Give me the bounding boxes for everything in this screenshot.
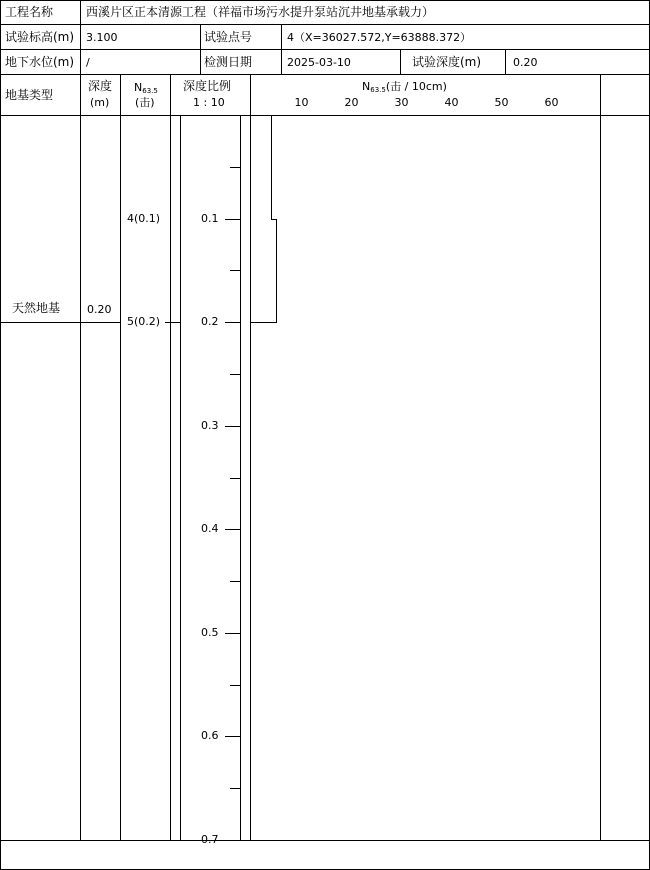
depth-tick-label: 0.4 <box>201 522 219 536</box>
test-depth-value: 0.20 <box>513 56 538 69</box>
depth-tick-label: 0.7 <box>201 833 219 846</box>
x-tick-label: 20 <box>344 96 359 109</box>
depth-scale-value: 1 : 10 <box>193 96 225 109</box>
test-elevation-value: 3.100 <box>86 31 118 44</box>
blow-count-2: 5(0.2) <box>127 315 161 328</box>
blow-count-1: 4(0.1) <box>127 212 161 225</box>
soil-type-header: 地基类型 <box>5 88 54 102</box>
groundwater-label: 地下水位(m) <box>5 55 75 69</box>
test-date-label: 检测日期 <box>204 55 253 69</box>
depth-tick-label: 0.1 <box>201 211 219 225</box>
blow-unit-header: (击) <box>135 96 155 109</box>
test-date-value: 2025-03-10 <box>287 56 351 69</box>
depth-scale-header: 深度比例 <box>183 79 232 93</box>
x-tick-label: 10 <box>294 96 309 109</box>
depth-unit-header: (m) <box>90 96 110 109</box>
test-point-label: 试验点号 <box>204 30 253 44</box>
depth-tick-label: 0.5 <box>201 625 219 639</box>
project-name-label: 工程名称 <box>5 5 54 19</box>
test-point-value: 4（X=36027.572,Y=63888.372） <box>287 31 472 44</box>
layer-depth-value: 0.20 <box>87 303 112 316</box>
test-depth-label: 试验深度(m) <box>412 55 482 69</box>
soil-type-value: 天然地基 <box>12 301 61 315</box>
depth-header: 深度 <box>88 79 113 93</box>
x-tick-label: 50 <box>494 96 509 109</box>
project-name-value: 西溪片区正本清源工程（祥福市场污水提升泵站沉井地基承载力） <box>86 5 435 19</box>
x-tick-label: 30 <box>394 96 409 109</box>
depth-tick-label: 0.2 <box>201 315 219 329</box>
depth-tick-label: 0.3 <box>201 418 219 432</box>
depth-tick-label: 0.6 <box>201 729 219 743</box>
x-tick-label: 60 <box>544 96 559 109</box>
n635-step-curve <box>251 115 277 323</box>
n635-header: $N_{63.5}$ <box>134 81 158 95</box>
x-tick-label: 40 <box>444 96 459 109</box>
chart-title: $N_{63.5}$(击 / 10cm) <box>362 80 447 94</box>
groundwater-value: / <box>86 56 90 69</box>
test-elevation-label: 试验标高(m) <box>5 30 75 44</box>
